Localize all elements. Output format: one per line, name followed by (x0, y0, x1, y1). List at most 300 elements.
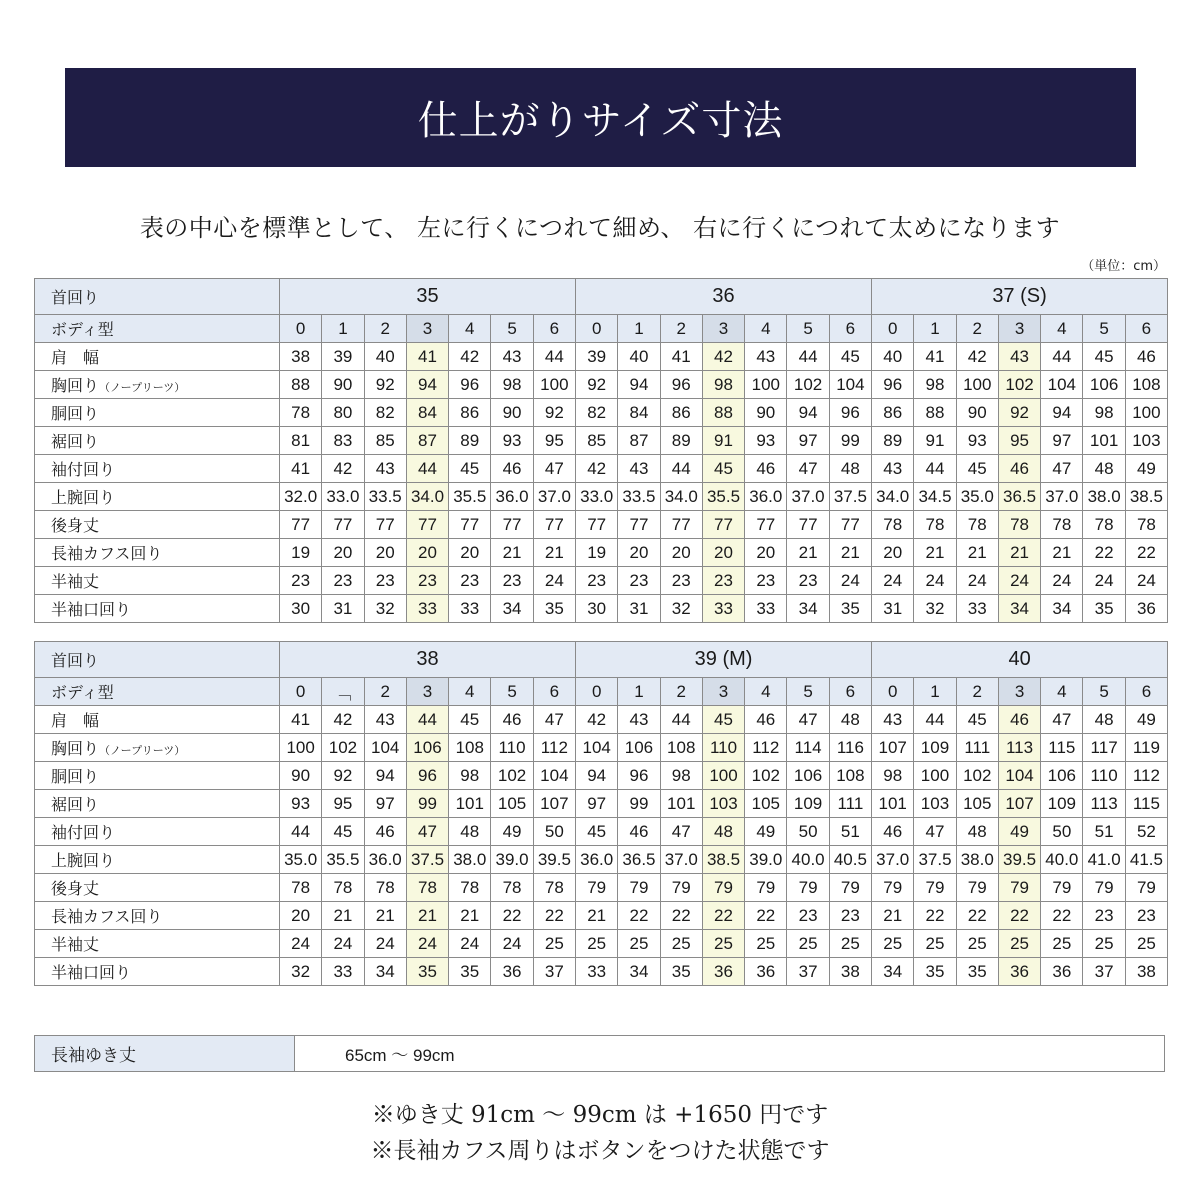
table-cell: 91 (914, 427, 956, 455)
table-cell: 80 (322, 399, 364, 427)
table-cell: 98 (702, 371, 744, 399)
table-cell: 96 (660, 371, 702, 399)
table-cell: 90 (280, 762, 322, 790)
table-cell: 20 (618, 539, 660, 567)
table-cell: 48 (449, 818, 491, 846)
table-cell: 35 (956, 958, 998, 986)
table-cell: 96 (829, 399, 871, 427)
table-cell: 25 (1125, 930, 1167, 958)
table-cell: 87 (618, 427, 660, 455)
table-cell: 92 (998, 399, 1040, 427)
table-cell: 100 (533, 371, 575, 399)
table-cell: 34 (787, 595, 829, 623)
table-cell: 38 (829, 958, 871, 986)
body-type-cell: 5 (787, 315, 829, 343)
table-cell: 36.5 (998, 483, 1040, 511)
table-cell: 47 (406, 818, 448, 846)
measurement-label (35, 343, 280, 371)
table-cell: 50 (1041, 818, 1083, 846)
table-cell: 35.0 (280, 846, 322, 874)
table-cell: 25 (998, 930, 1040, 958)
table-cell: 79 (1125, 874, 1167, 902)
measurement-label (35, 846, 280, 874)
table-cell: 38 (1125, 958, 1167, 986)
table-cell: 38.0 (1083, 483, 1125, 511)
table-cell: 94 (576, 762, 618, 790)
table-cell: 50 (787, 818, 829, 846)
table-cell: 100 (280, 734, 322, 762)
table-cell: 79 (787, 874, 829, 902)
table-cell: 22 (745, 902, 787, 930)
table-cell: 101 (449, 790, 491, 818)
body-type-row (35, 315, 1168, 343)
measurement-name: 胴回り (51, 404, 100, 423)
table-cell: 41 (660, 343, 702, 371)
table-cell: 96 (449, 371, 491, 399)
table-cell: 32 (914, 595, 956, 623)
table-cell: 78 (914, 511, 956, 539)
table-cell: 106 (1041, 762, 1083, 790)
measurement-name: 袖付回り (51, 823, 116, 842)
table-cell: 21 (533, 539, 575, 567)
body-type-cell: 4 (745, 315, 787, 343)
measurement-label (35, 930, 280, 958)
neck-size-header: 39 (M) (576, 642, 872, 678)
table-cell: 108 (1125, 371, 1167, 399)
table-cell: 23 (618, 567, 660, 595)
table-cell: 104 (998, 762, 1040, 790)
table-cell: 42 (576, 706, 618, 734)
table-cell: 37.0 (533, 483, 575, 511)
table-row (35, 930, 1168, 958)
table-cell: 34.0 (406, 483, 448, 511)
table-cell: 79 (956, 874, 998, 902)
table-cell: 90 (491, 399, 533, 427)
neck-size-header: 40 (872, 642, 1168, 678)
table-cell: 33.5 (364, 483, 406, 511)
table-cell: 99 (406, 790, 448, 818)
table-cell: 46 (1125, 343, 1167, 371)
measurement-name: 半袖口回り (51, 600, 132, 619)
table-cell: 93 (280, 790, 322, 818)
table-cell: 78 (872, 511, 914, 539)
body-type-cell: 4 (449, 678, 491, 706)
table-cell: 50 (533, 818, 575, 846)
table-cell: 40 (872, 343, 914, 371)
table-cell: 94 (406, 371, 448, 399)
table-cell: 37.5 (406, 846, 448, 874)
table-cell: 88 (280, 371, 322, 399)
table-cell: 36.0 (576, 846, 618, 874)
table-cell: 25 (872, 930, 914, 958)
table-cell: 93 (745, 427, 787, 455)
measurement-label (35, 455, 280, 483)
table-row (35, 595, 1168, 623)
table-cell: 36 (1125, 595, 1167, 623)
table-cell: 106 (1083, 371, 1125, 399)
table-cell: 78 (406, 874, 448, 902)
table-cell: 34 (872, 958, 914, 986)
body-type-label: ボディ型 (35, 315, 280, 343)
table-cell: 36 (702, 958, 744, 986)
table-cell: 39 (322, 343, 364, 371)
table-cell: 34 (998, 595, 1040, 623)
table-cell: 77 (364, 511, 406, 539)
table-cell: 49 (745, 818, 787, 846)
table-cell: 35.0 (956, 483, 998, 511)
measurement-name: 半袖丈 (51, 572, 100, 591)
table-cell: 41 (406, 343, 448, 371)
table-cell: 45 (702, 455, 744, 483)
table-cell: 46 (745, 455, 787, 483)
table-cell: 43 (491, 343, 533, 371)
measurement-name: 胸回り (51, 376, 100, 395)
table-cell: 98 (660, 762, 702, 790)
table-cell: 24 (998, 567, 1040, 595)
table-cell: 46 (998, 706, 1040, 734)
table-cell: 78 (1041, 511, 1083, 539)
table-cell: 22 (491, 902, 533, 930)
table-cell: 89 (660, 427, 702, 455)
table-cell: 109 (1041, 790, 1083, 818)
size-guide-description: 表の中心を標準として、 左に行くにつれて細め、 右に行くにつれて太めになります (139, 214, 1061, 242)
table-row (35, 790, 1168, 818)
table-cell: 85 (364, 427, 406, 455)
table-cell: 21 (914, 539, 956, 567)
table-cell: 100 (702, 762, 744, 790)
table-cell: 23 (576, 567, 618, 595)
table-cell: 111 (956, 734, 998, 762)
neck-label: 首回り (35, 279, 280, 315)
neck-size-row (35, 279, 1168, 315)
table-cell: 40.0 (787, 846, 829, 874)
table-cell: 23 (660, 567, 702, 595)
table-cell: 42 (322, 706, 364, 734)
body-type-cell: 1 (618, 678, 660, 706)
table-cell: 79 (576, 874, 618, 902)
body-type-cell: 3 (702, 315, 744, 343)
table-cell: 34 (1041, 595, 1083, 623)
table-cell: 86 (660, 399, 702, 427)
page-title: 仕上がりサイズ寸法 (417, 98, 784, 144)
table-cell: 91 (702, 427, 744, 455)
table-cell: 47 (660, 818, 702, 846)
table-cell: 77 (787, 511, 829, 539)
size-table-1 (34, 278, 1168, 623)
table-cell: 24 (1125, 567, 1167, 595)
table-cell: 99 (829, 427, 871, 455)
table-row (35, 399, 1168, 427)
measurement-name: 長袖カフス回り (51, 907, 163, 926)
table-cell: 38.5 (1125, 483, 1167, 511)
body-type-cell: 1 (322, 315, 364, 343)
table-cell: 52 (1125, 818, 1167, 846)
table-cell: 100 (1125, 399, 1167, 427)
table-cell: 21 (956, 539, 998, 567)
table-cell: 79 (660, 874, 702, 902)
table-cell: 40 (364, 343, 406, 371)
measurement-name: 胸回り (51, 739, 100, 758)
table-cell: 79 (1041, 874, 1083, 902)
measurement-label (35, 762, 280, 790)
table-cell: 104 (533, 762, 575, 790)
table-cell: 23 (1125, 902, 1167, 930)
table-cell: 90 (745, 399, 787, 427)
table-cell: 21 (322, 902, 364, 930)
table-cell: 41.5 (1125, 846, 1167, 874)
table-cell: 35.5 (449, 483, 491, 511)
table-cell: 42 (322, 455, 364, 483)
table-cell: 35 (914, 958, 956, 986)
table-cell: 104 (829, 371, 871, 399)
table-cell: 24 (914, 567, 956, 595)
table-cell: 36 (491, 958, 533, 986)
table-cell: 24 (280, 930, 322, 958)
table-cell: 77 (576, 511, 618, 539)
measurement-label (35, 483, 280, 511)
body-type-cell: 4 (745, 678, 787, 706)
neck-size-header: 37 (S) (872, 279, 1168, 315)
table-cell: 24 (491, 930, 533, 958)
table-cell: 115 (1041, 734, 1083, 762)
table-cell: 43 (872, 706, 914, 734)
table-cell: 33 (956, 595, 998, 623)
measurement-name: 半袖丈 (51, 935, 100, 954)
table-cell: 42 (702, 343, 744, 371)
table-row (35, 567, 1168, 595)
table-cell: 40.0 (1041, 846, 1083, 874)
title-banner (65, 68, 1136, 167)
table-cell: 77 (702, 511, 744, 539)
table-cell: 79 (914, 874, 956, 902)
table-cell: 41.0 (1083, 846, 1125, 874)
body-type-cell: 0 (576, 678, 618, 706)
table-cell: 113 (998, 734, 1040, 762)
table-cell: 22 (1125, 539, 1167, 567)
body-type-cell: 2 (660, 315, 702, 343)
table-cell: 36.0 (491, 483, 533, 511)
table-cell: 102 (322, 734, 364, 762)
body-type-cell: 0 (872, 315, 914, 343)
table-cell: 23 (364, 567, 406, 595)
table-cell: 37.5 (829, 483, 871, 511)
table-cell: 77 (533, 511, 575, 539)
table-cell: 22 (660, 902, 702, 930)
neck-size-header: 38 (280, 642, 576, 678)
measurement-name: 上腕回り (51, 488, 116, 507)
body-type-cell: 5 (491, 315, 533, 343)
table-row (35, 958, 1168, 986)
table-cell: 23 (787, 902, 829, 930)
table-row (35, 902, 1168, 930)
body-type-cell: 6 (533, 678, 575, 706)
table-cell: 44 (660, 455, 702, 483)
measurement-name: 後身丈 (51, 879, 100, 898)
table-row (35, 455, 1168, 483)
table-cell: 36.5 (618, 846, 660, 874)
table-cell: 110 (491, 734, 533, 762)
table-cell: 79 (1083, 874, 1125, 902)
table-cell: 25 (1083, 930, 1125, 958)
table-cell: 48 (1083, 706, 1125, 734)
table-cell: 102 (787, 371, 829, 399)
table-cell: 105 (491, 790, 533, 818)
table-cell: 45 (449, 455, 491, 483)
table-cell: 23 (491, 567, 533, 595)
table-cell: 21 (787, 539, 829, 567)
table-row (35, 762, 1168, 790)
table-cell: 22 (914, 902, 956, 930)
table-cell: 78 (449, 874, 491, 902)
neck-size-header: 35 (280, 279, 576, 315)
table-cell: 79 (745, 874, 787, 902)
table-cell: 77 (280, 511, 322, 539)
table-cell: 48 (829, 455, 871, 483)
table-cell: 37.5 (914, 846, 956, 874)
table-cell: 25 (956, 930, 998, 958)
table-cell: 22 (998, 902, 1040, 930)
body-type-cell: 3 (998, 678, 1040, 706)
table-cell: 98 (449, 762, 491, 790)
table-cell: 78 (956, 511, 998, 539)
body-type-cell: 6 (829, 678, 871, 706)
table-cell: 34.5 (914, 483, 956, 511)
body-type-cell: 1 (914, 315, 956, 343)
neck-size-row (35, 642, 1168, 678)
measurement-label (35, 818, 280, 846)
table-cell: 20 (280, 902, 322, 930)
table-cell: 77 (618, 511, 660, 539)
measurement-name: 半袖口回り (51, 963, 132, 982)
measurement-label (35, 511, 280, 539)
table-cell: 25 (745, 930, 787, 958)
table-cell: 39.5 (533, 846, 575, 874)
body-type-cell: 6 (1125, 315, 1167, 343)
table-cell: 46 (364, 818, 406, 846)
table-cell: 114 (787, 734, 829, 762)
table-row (35, 483, 1168, 511)
table-cell: 110 (1083, 762, 1125, 790)
table-cell: 78 (998, 511, 1040, 539)
table-cell: 38 (280, 343, 322, 371)
table-cell: 109 (914, 734, 956, 762)
table-cell: 77 (322, 511, 364, 539)
table-cell: 78 (491, 874, 533, 902)
table-cell: 47 (1041, 706, 1083, 734)
table-cell: 109 (787, 790, 829, 818)
table-row (35, 734, 1168, 762)
table-cell: 34.0 (660, 483, 702, 511)
table-cell: 37.0 (872, 846, 914, 874)
table-cell: 46 (491, 706, 533, 734)
body-type-cell: 4 (1041, 315, 1083, 343)
table-cell: 46 (618, 818, 660, 846)
table-cell: 78 (322, 874, 364, 902)
table-cell: 45 (1083, 343, 1125, 371)
table-cell: 38.0 (956, 846, 998, 874)
measurement-name: 後身丈 (51, 516, 100, 535)
table-cell: 40.5 (829, 846, 871, 874)
table-cell: 46 (745, 706, 787, 734)
table-cell: 107 (533, 790, 575, 818)
note-sleeve-surcharge: ※ゆき丈 91cm 〜 99cm は +1650 円です (371, 1102, 829, 1128)
table-cell: 44 (914, 455, 956, 483)
table-cell: 94 (618, 371, 660, 399)
table-cell: 90 (956, 399, 998, 427)
body-type-label: ボディ型 (35, 678, 280, 706)
table-cell: 49 (491, 818, 533, 846)
table-cell: 97 (576, 790, 618, 818)
table-cell: 25 (702, 930, 744, 958)
table-cell: 23 (745, 567, 787, 595)
measurement-label (35, 706, 280, 734)
table-cell: 42 (956, 343, 998, 371)
table-cell: 21 (576, 902, 618, 930)
table-cell: 23 (1083, 902, 1125, 930)
table-row (35, 427, 1168, 455)
table-cell: 36.0 (364, 846, 406, 874)
table-cell: 42 (449, 343, 491, 371)
table-cell: 49 (1125, 455, 1167, 483)
table-cell: 94 (364, 762, 406, 790)
table-cell: 94 (787, 399, 829, 427)
measurement-label (35, 734, 280, 762)
table-cell: 23 (406, 567, 448, 595)
table-cell: 33 (745, 595, 787, 623)
table-cell: 44 (660, 706, 702, 734)
table-cell: 106 (618, 734, 660, 762)
table-cell: 21 (406, 902, 448, 930)
table-cell: 36 (745, 958, 787, 986)
table-cell: 78 (280, 874, 322, 902)
table-cell: 89 (449, 427, 491, 455)
table-cell: 31 (322, 595, 364, 623)
table-cell: 23 (322, 567, 364, 595)
table-cell: 117 (1083, 734, 1125, 762)
table-cell: 102 (998, 371, 1040, 399)
table-cell: 103 (914, 790, 956, 818)
table-row (35, 371, 1168, 399)
table-cell: 35.5 (322, 846, 364, 874)
table-cell: 22 (702, 902, 744, 930)
table-cell: 21 (449, 902, 491, 930)
table-cell: 86 (449, 399, 491, 427)
table-cell: 107 (872, 734, 914, 762)
table-cell: 82 (364, 399, 406, 427)
table-cell: 43 (364, 455, 406, 483)
table-cell: 98 (872, 762, 914, 790)
table-cell: 101 (1083, 427, 1125, 455)
table-cell: 45 (829, 343, 871, 371)
table-cell: 94 (1041, 399, 1083, 427)
table-cell: 102 (956, 762, 998, 790)
table-cell: 24 (533, 567, 575, 595)
table-cell: 19 (280, 539, 322, 567)
table-cell: 21 (364, 902, 406, 930)
table-cell: 108 (660, 734, 702, 762)
table-cell: 33 (449, 595, 491, 623)
measurement-name: 胴回り (51, 767, 100, 786)
table-cell: 47 (533, 706, 575, 734)
table-row (35, 343, 1168, 371)
table-cell: 24 (829, 567, 871, 595)
table-cell: 20 (322, 539, 364, 567)
table-cell: 100 (956, 371, 998, 399)
table-cell: 21 (998, 539, 1040, 567)
table-cell: 24 (322, 930, 364, 958)
table-cell: 21 (491, 539, 533, 567)
table-cell: 108 (829, 762, 871, 790)
